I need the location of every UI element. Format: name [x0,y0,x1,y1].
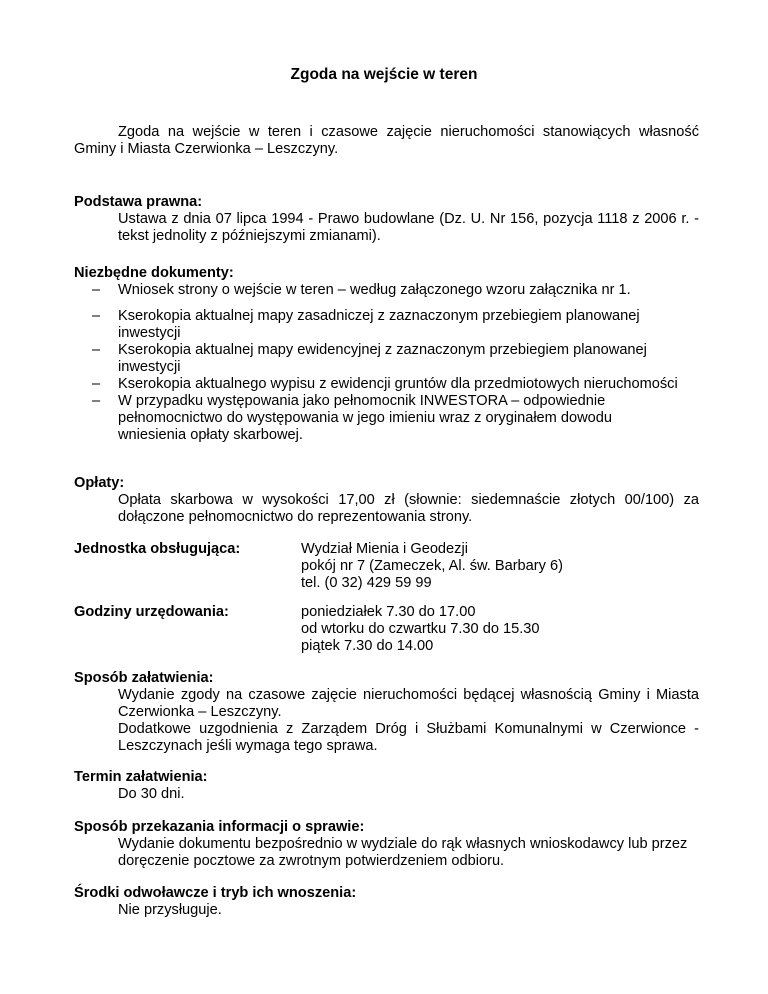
section-text: Opłata skarbowa w wysokości 17,00 zł (słownie: siedemnaście złotych 00/100) za dołączone pełnomocnictwo do reprezentowania strony. [118,492,699,525]
section-required-documents [74,265,699,444]
section-deadline [74,769,699,803]
section-heading: Godziny urzędowania: [74,604,229,620]
list-item-text: Kserokopia aktualnej mapy ewidencyjnej z zaznaczonym przebiegiem planowanej inwestycji [118,342,647,375]
hours-details [301,604,701,655]
dash-bullet: – [92,282,101,298]
intro-paragraph: Zgoda na wejście w teren i czasowe zajęcie nieruchomości stanowiących własność Gminy i Miasta Czerwionka – Leszczyny. [74,124,699,157]
hours-line: poniedziałek 7.30 do 17.00 [301,604,476,620]
unit-details [301,541,701,592]
unit-name: Wydział Mienia i Geodezji [301,541,468,557]
section-heading: Niezbędne dokumenty: [74,265,234,281]
section-handling [74,670,699,755]
section-text: Nie przysługuje. [118,902,222,918]
list-item-text: Kserokopia aktualnej mapy zasadniczej z zaznaczonym przebiegiem planowanej inwestycji [118,308,640,341]
dash-bullet: – [92,393,101,409]
section-appeal [74,885,699,919]
section-heading: Termin załatwienia: [74,769,208,785]
unit-room: pokój nr 7 (Zameczek, Al. św. Barbary 6) [301,558,563,574]
hours-line: piątek 7.30 do 14.00 [301,638,434,654]
section-information-delivery [74,819,699,870]
section-heading: Środki odwoławcze i tryb ich wnoszenia: [74,885,357,901]
section-fees [74,475,699,526]
hours-line: od wtorku do czwartku 7.30 do 15.30 [301,621,540,637]
dash-bullet: – [92,308,101,324]
list-item [74,342,699,376]
dash-bullet: – [92,342,101,358]
unit-phone: tel. (0 32) 429 59 99 [301,575,432,591]
documents-list [74,282,699,444]
dash-bullet: – [92,376,101,392]
section-text: Dodatkowe uzgodnienia z Zarządem Dróg i Służbami Komunalnymi w Czerwionce - Leszczynach jeśli wymaga tego sprawa. [118,721,699,754]
section-heading: Podstawa prawna: [74,194,203,210]
section-text: Wydanie dokumentu bezpośrednio w wydziale do rąk własnych wnioskodawcy lub przez doręczenie pocztowe za zwrotnym potwierdzeniem odbioru. [118,836,688,869]
section-legal-basis [74,194,699,245]
document-title: Zgoda na wejście w teren [290,66,478,83]
section-text: Wydanie zgody na czasowe zajęcie nieruchomości będącej własnością Gminy i Miasta Czerwionka – Leszczyny. [118,687,699,720]
section-heading: Sposób przekazania informacji o sprawie: [74,819,365,835]
list-item-text: W przypadku występowania jako pełnomocnik INWESTORA – odpowiednie pełnomocnictwo do występowania w jego imieniu wraz z oryginałem dowodu wniesienia opłaty skarbowej. [118,393,613,443]
list-item-text: Wniosek strony o wejście w teren – według załączonego wzoru załącznika nr 1. [118,282,631,298]
list-item [74,308,699,342]
section-text: Do 30 dni. [118,786,185,802]
list-item [74,393,699,444]
list-item [74,282,699,299]
section-heading: Jednostka obsługująca: [74,541,241,557]
list-item-text: Kserokopia aktualnego wypisu z ewidencji gruntów dla przedmiotowych nieruchomości [118,376,678,392]
section-text: Ustawa z dnia 07 lipca 1994 - Prawo budowlane (Dz. U. Nr 156, pozycja 1118 z 2006 r. - tekst jednolity z późniejszymi zmianami). [118,211,699,244]
section-heading: Sposób załatwienia: [74,670,214,686]
section-heading: Opłaty: [74,475,125,491]
list-item [74,376,699,393]
